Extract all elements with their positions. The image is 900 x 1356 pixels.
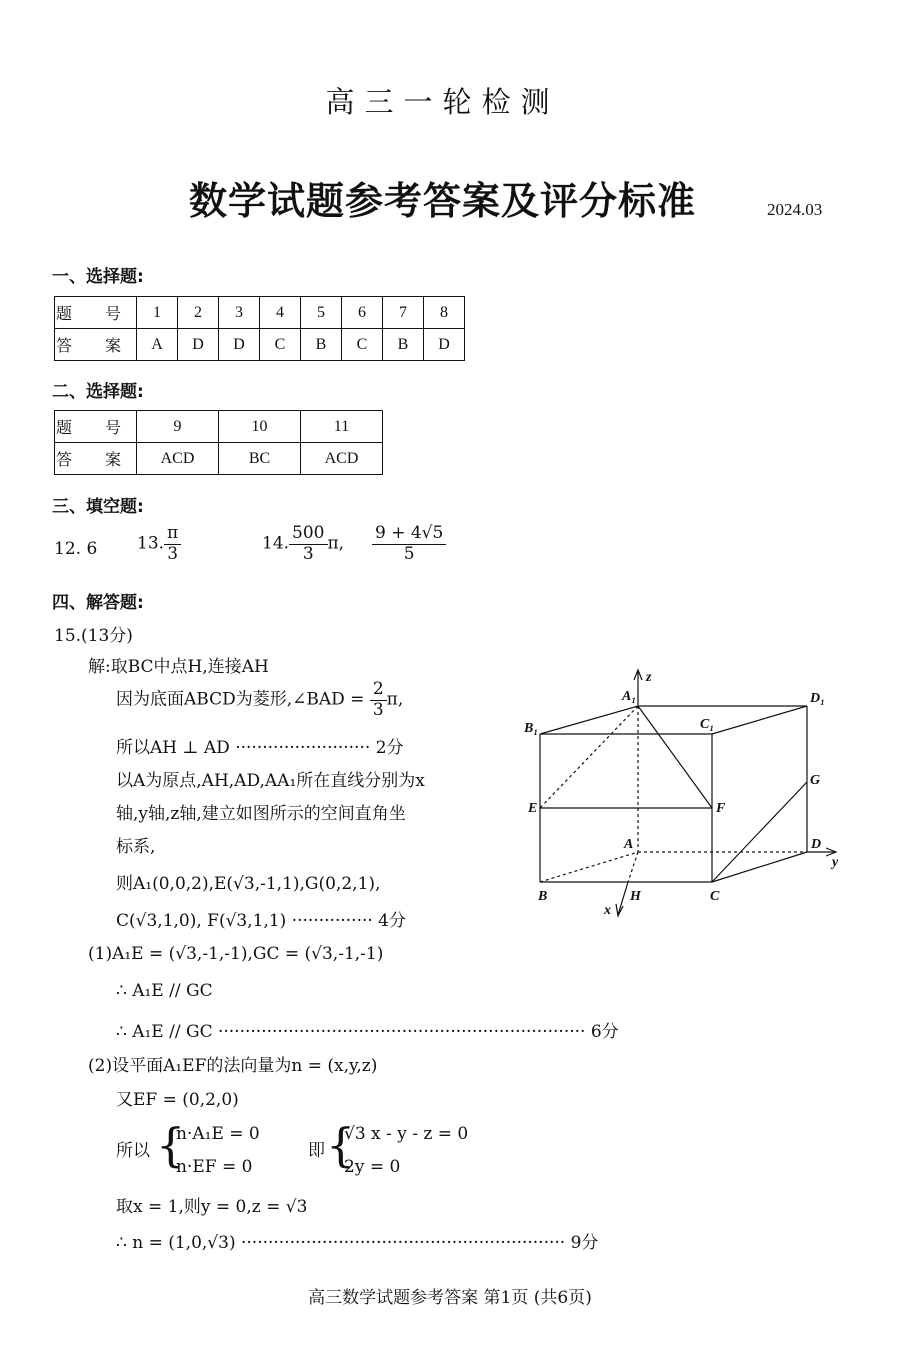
table-cell: 6 [342,297,383,329]
solution-line: 标系, [116,837,156,857]
edge-C1D1 [712,706,807,734]
table-cell: A [137,329,178,361]
answer-q13 [137,524,181,564]
table-cell: C [342,329,383,361]
table-row [55,411,383,443]
left-brace: { [326,1118,356,1172]
q14-fraction [289,524,327,564]
table-row [55,443,383,475]
table-cell: 2 [178,297,219,329]
numerator: π [164,524,181,545]
denominator: 3 [302,543,314,564]
table-cell: 8 [424,297,465,329]
denominator: 5 [403,543,415,564]
text-segment: π, [386,689,404,710]
part1-line: (1)A₁E = (√3,-1,-1),GC = (√3,-1,-1) [88,944,384,964]
part2-line: 又EF = (0,2,0) [116,1090,239,1110]
solution-line: 所以AH ⊥ AD ························· 2分 [116,738,404,758]
label-D: D [811,837,822,852]
section1-heading: 一、选择题: [52,267,144,287]
table-cell: D [219,329,260,361]
text-segment: 因为底面ABCD为菱形,∠BAD = [116,689,365,710]
page-title: 数学试题参考答案及评分标准 [188,178,696,223]
section4-heading: 四、解答题: [52,593,144,613]
table-cell: B [301,329,342,361]
part2-line: ∴ n = (1,0,√3) ···························································· 9分 [116,1233,599,1253]
solution-line: 轴,y轴,z轴,建立如图所示的空间直角坐 [116,804,406,824]
label-D1: D₁ [810,691,825,706]
label-C: C [710,889,720,904]
table-cell: 5 [301,297,342,329]
table-cell: 11 [301,411,383,443]
system-equation: n·EF = 0 [176,1157,253,1177]
exam-date: 2024.03 [767,200,823,219]
numerator: 500 [289,524,327,545]
row-label: 题 号 [55,411,137,443]
table-cell: BC [219,443,301,475]
solution-line: 则A₁(0,0,2),E(√3,-1,1),G(0,2,1), [116,874,381,894]
edge-B1A1 [540,706,638,734]
multi-choice-answer-table [54,410,383,475]
table-cell: 1 [137,297,178,329]
numerator: 9 + 4√5 [372,524,446,545]
label-C1: C₁ [700,717,715,732]
exam-subtitle: 高三一轮检测 [325,85,560,119]
part2-line: 取x = 1,则y = 0,z = √3 [116,1197,308,1217]
system-equation: √3 x - y - z = 0 [344,1124,469,1144]
q14-prefix: 14. [262,533,290,554]
table-cell: 3 [219,297,260,329]
solution-line: 解:取BC中点H,连接AH [88,657,269,677]
x-axis [618,882,628,915]
table-cell: D [178,329,219,361]
solution-line: C(√3,1,0), F(√3,1,1) ··············· 4分 [116,911,406,931]
answer-q12: 12. 6 [54,539,98,559]
part1-line: ∴ A₁E // GC [116,981,213,1001]
table-cell: 4 [260,297,301,329]
q14-suffix: π, [327,533,345,554]
left-brace: { [156,1118,186,1172]
label-F: F [716,801,726,816]
prism-figure [520,660,850,920]
q15-header: 15.(13分) [54,626,133,646]
label-A1: A₁ [622,689,637,704]
table-cell: B [383,329,424,361]
label-B1: B₁ [524,721,539,736]
solution-line: 以A为原点,AH,AD,AA₁所在直线分别为x [116,771,425,791]
label-G: G [810,773,821,788]
section2-heading: 二、选择题: [52,382,144,402]
table-cell: ACD [137,443,219,475]
choice-answer-table [54,296,465,361]
table-cell: 7 [383,297,424,329]
answer-q14a [262,524,344,564]
table-cell: 9 [137,411,219,443]
table-cell: ACD [301,443,383,475]
row-label: 答 案 [55,329,137,361]
label-z: z [646,670,652,685]
segment-A1E [540,706,638,808]
q13-fraction [164,524,181,564]
label-y: y [832,855,839,870]
numerator: 2 [370,680,387,701]
part2-line: (2)设平面A₁EF的法向量为n = (x,y,z) [88,1056,378,1076]
system-label: 所以 [116,1141,150,1161]
label-x: x [604,903,611,918]
row-label: 题 号 [55,297,137,329]
table-cell: D [424,329,465,361]
solution-line [116,680,403,720]
row-label: 答 案 [55,443,137,475]
system-equation: n·A₁E = 0 [176,1124,260,1144]
x-axis-hidden [628,852,638,882]
section3-heading: 三、填空题: [52,497,144,517]
part1-line: ∴ A₁E // GC ···································································· 6分 [116,1022,619,1042]
table-row [55,297,465,329]
answer-q14b [372,524,446,564]
label-B: B [538,889,548,904]
label-H: H [630,889,641,904]
table-cell: 10 [219,411,301,443]
edge-AB [540,852,638,882]
denominator: 3 [167,543,179,564]
system-label: 即 [308,1141,325,1161]
table-row [55,329,465,361]
label-A: A [624,837,634,852]
q13-prefix: 13. [137,533,165,554]
table-cell: C [260,329,301,361]
label-E: E [528,801,538,816]
page-footer: 高三数学试题参考答案 第1页 (共6页) [308,1288,592,1308]
denominator: 3 [372,699,384,720]
system-equation: 2y = 0 [344,1157,401,1177]
angle-fraction [370,680,387,720]
q14b-fraction [372,524,446,564]
